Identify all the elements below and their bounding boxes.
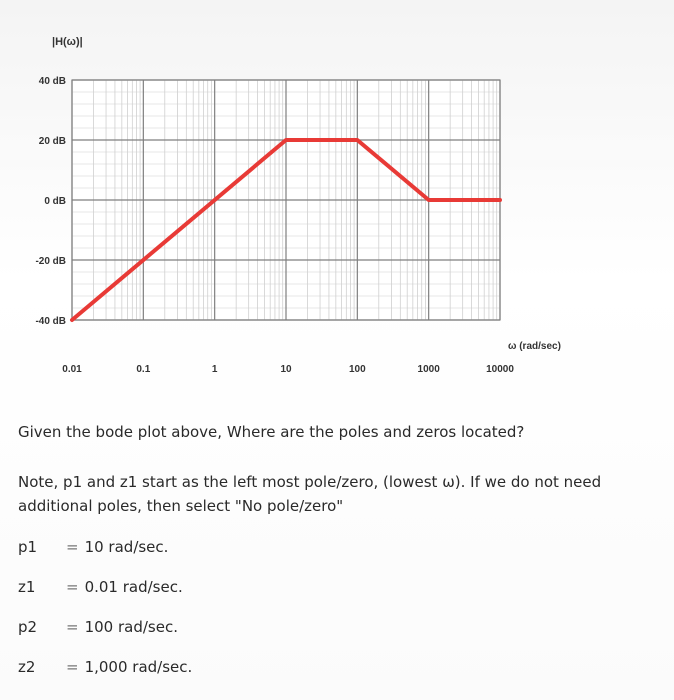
x-tick-label: 10 [280, 364, 292, 375]
answer-label: p1 [18, 538, 38, 556]
y-tick-label: -20 dB [35, 256, 66, 267]
answer-label: z1 [18, 578, 36, 596]
x-tick-labels [62, 364, 514, 375]
equals-sign: = [66, 578, 79, 596]
answer-p1[interactable] [18, 535, 168, 559]
equals-sign: = [66, 658, 79, 676]
question-prompt: Given the bode plot above, Where are the poles and zeros located? [18, 423, 525, 441]
x-tick-label: 10000 [486, 364, 514, 375]
chart-title: |H(ω)| [52, 36, 83, 48]
y-tick-label: -40 dB [35, 316, 66, 327]
x-axis-label: ω (rad/sec) [508, 341, 561, 352]
equals-sign: = [66, 538, 79, 556]
answer-z2[interactable] [18, 655, 192, 679]
answer-value: 1,000 rad/sec. [84, 658, 193, 676]
x-tick-label: 0.01 [62, 364, 82, 375]
y-tick-labels [35, 76, 66, 327]
y-tick-label: 0 dB [44, 196, 66, 207]
equals-sign: = [66, 618, 79, 636]
answer-label: z2 [18, 658, 36, 676]
x-tick-label: 100 [348, 364, 366, 375]
x-tick-label: 1000 [417, 364, 440, 375]
answer-z1[interactable] [18, 575, 183, 599]
answer-p2[interactable] [18, 615, 178, 639]
answer-value: 10 rad/sec. [84, 538, 169, 556]
answer-label: p2 [18, 618, 38, 636]
y-tick-label: 40 dB [38, 76, 66, 87]
answer-value: 0.01 rad/sec. [84, 578, 183, 596]
y-tick-label: 20 dB [38, 136, 66, 147]
question-note: Note, p1 and z1 start as the left most pole/zero, (lowest ω). If we do not need additional poles, then select "No pole/zero" [18, 473, 602, 515]
answer-value: 100 rad/sec. [84, 618, 178, 636]
x-tick-label: 1 [211, 364, 218, 375]
x-tick-label: 0.1 [136, 364, 151, 375]
